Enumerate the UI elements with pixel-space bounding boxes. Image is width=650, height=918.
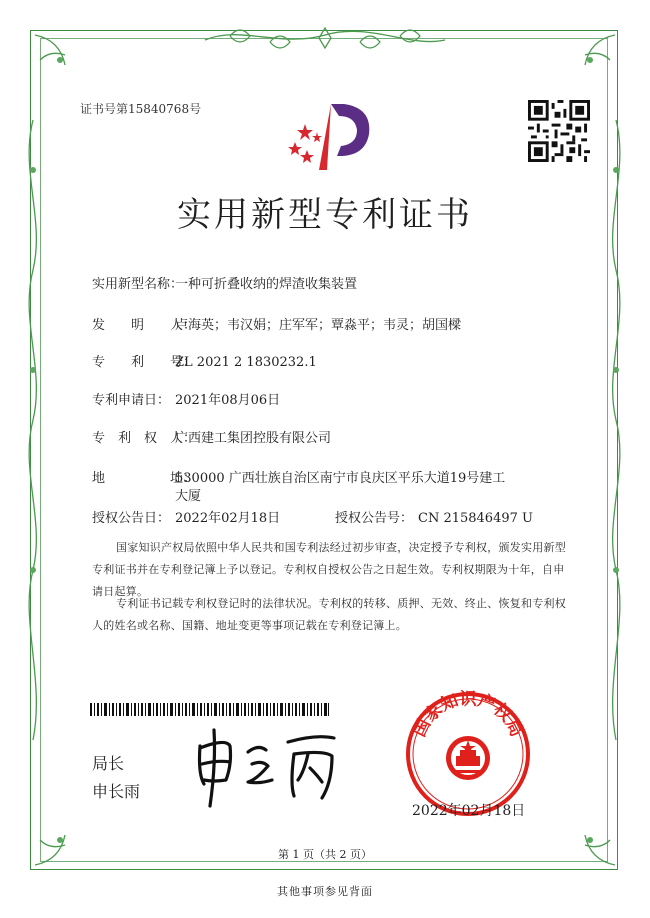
cnipa-logo-icon	[287, 102, 373, 176]
field-value: ZL 2021 2 1830232.1	[175, 355, 317, 370]
field-value: 2022年02月18日	[175, 511, 281, 526]
field-label: 地 址：	[92, 471, 197, 486]
certificate-title: 实用新型专利证书	[177, 195, 473, 235]
field-value-line2: 大厦	[175, 489, 202, 504]
field-label: 专 利 号：	[92, 355, 197, 370]
field-label: 授权公告号：	[335, 511, 414, 526]
handwritten-signature	[186, 724, 346, 814]
certificate-serial-number: 证书号第15840768号	[80, 102, 202, 116]
field-label: 实用新型名称：	[92, 277, 184, 292]
field-value: 卢海英；韦汉娟；庄军军；覃淼平；韦灵；胡国樑	[175, 318, 462, 333]
field-value: 2021年08月06日	[175, 393, 281, 408]
barcode-icon	[90, 703, 330, 716]
seal-text: 国家知识产权局	[409, 690, 527, 741]
director-name: 申长雨	[92, 782, 141, 801]
field-label: 授权公告日：	[92, 511, 171, 526]
qr-code-icon	[528, 100, 590, 162]
field-value: CN 215846497 U	[418, 511, 533, 526]
official-seal-icon	[404, 690, 532, 818]
footer-note: 其他事项参见背面	[277, 885, 373, 898]
director-title: 局长	[92, 754, 125, 773]
field-label: 专 利 权 人：	[92, 431, 197, 446]
statement-paragraph-2: 专利证书记载专利权登记时的法律状况。专利权的转移、质押、无效、终止、恢复和专利权人的姓名或名称、国籍、地址变更等事项记载在专利登记簿上。	[92, 597, 566, 632]
field-address	[92, 470, 552, 510]
seal-date: 2022年02月18日	[412, 803, 526, 819]
field-value: 广西建工集团控股有限公司	[175, 431, 332, 446]
statement-paragraph-1: 国家知识产权局依照中华人民共和国专利法经过初步审查，决定授予专利权，颁发实用新型专利证书并在专利登记簿上予以登记。专利权自授权公告之日起生效。专利权期限为十年，自申请日起算。	[92, 541, 566, 598]
field-value: 一种可折叠收纳的焊渣收集装置	[175, 277, 358, 292]
field-label: 专利申请日：	[92, 393, 171, 408]
field-value-line1: 530000 广西壮族自治区南宁市良庆区平乐大道19号建工	[175, 471, 506, 486]
svg-text:国家知识产权局	[410, 690, 527, 740]
field-label: 发 明 人：	[92, 318, 197, 333]
page-number: 第 1 页（共 2 页）	[278, 848, 372, 861]
